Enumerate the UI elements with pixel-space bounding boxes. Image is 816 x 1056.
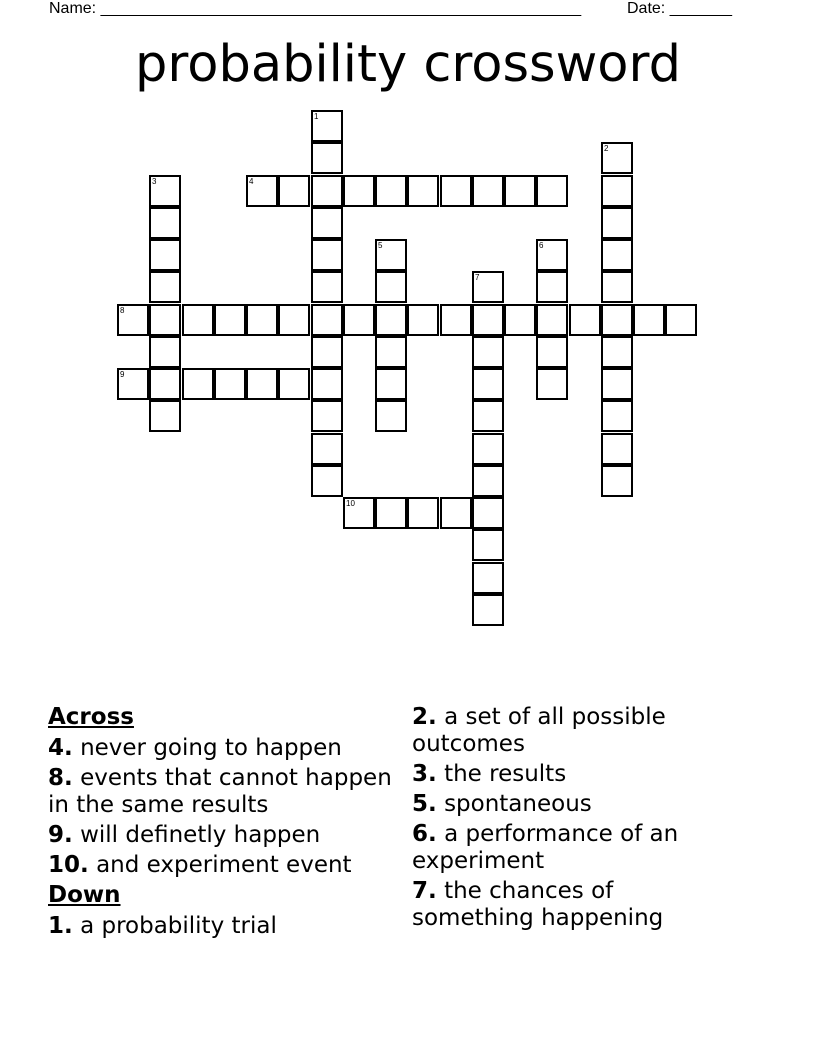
- grid-cell[interactable]: [440, 497, 472, 529]
- grid-cell[interactable]: [343, 304, 375, 336]
- grid-cell[interactable]: [278, 175, 310, 207]
- clue-number: 3.: [412, 761, 437, 787]
- grid-cell[interactable]: [149, 304, 181, 336]
- clue-number: 9.: [48, 822, 73, 848]
- clue-number: 1.: [48, 913, 73, 939]
- grid-cell[interactable]: [601, 207, 633, 239]
- clue-text: events that cannot happen in the same results: [48, 765, 392, 818]
- grid-cell[interactable]: [182, 368, 214, 400]
- grid-cell[interactable]: [472, 529, 504, 561]
- cell-number: 7: [475, 273, 480, 282]
- grid-cell[interactable]: [343, 175, 375, 207]
- clue-down-5: [412, 791, 712, 818]
- clue-text: a performance of an experiment: [412, 821, 679, 874]
- clue-number: 7.: [412, 878, 437, 904]
- grid-cell[interactable]: [601, 142, 633, 174]
- clue-number: 10.: [48, 852, 89, 878]
- cell-number: 10: [346, 499, 355, 508]
- grid-cell[interactable]: [536, 368, 568, 400]
- grid-cell[interactable]: [311, 142, 343, 174]
- cell-number: 5: [378, 241, 383, 250]
- cell-number: 1: [314, 112, 319, 121]
- grid-cell[interactable]: [601, 175, 633, 207]
- grid-cell[interactable]: [375, 271, 407, 303]
- grid-cell[interactable]: [343, 497, 375, 529]
- grid-cell[interactable]: [149, 175, 181, 207]
- grid-cell[interactable]: [633, 304, 665, 336]
- clue-down-3: [412, 761, 712, 788]
- clue-number: 2.: [412, 704, 437, 730]
- clue-text: and experiment event: [96, 852, 352, 878]
- grid-cell[interactable]: [149, 239, 181, 271]
- date-field[interactable]: Date: _______: [627, 0, 732, 17]
- clue-number: 4.: [48, 735, 73, 761]
- clue-down-1: [48, 913, 393, 940]
- grid-cell[interactable]: [407, 175, 439, 207]
- grid-cell[interactable]: [665, 304, 697, 336]
- grid-cell[interactable]: [569, 304, 601, 336]
- grid-cell[interactable]: [117, 304, 149, 336]
- cell-number: 8: [120, 306, 125, 315]
- clue-down-7: [412, 878, 712, 932]
- clue-number: 8.: [48, 765, 73, 791]
- clue-across-8: [48, 765, 393, 819]
- grid-cell[interactable]: [149, 336, 181, 368]
- clue-text: spontaneous: [444, 791, 592, 817]
- grid-cell[interactable]: [375, 336, 407, 368]
- grid-cell[interactable]: [311, 110, 343, 142]
- grid-cell[interactable]: [375, 368, 407, 400]
- grid-cell[interactable]: [278, 304, 310, 336]
- grid-cell[interactable]: [601, 368, 633, 400]
- grid-cell[interactable]: [375, 400, 407, 432]
- grid-cell[interactable]: [311, 400, 343, 432]
- grid-cell[interactable]: [601, 304, 633, 336]
- grid-cell[interactable]: [601, 271, 633, 303]
- grid-cell[interactable]: [117, 368, 149, 400]
- grid-cell[interactable]: [472, 497, 504, 529]
- grid-cell[interactable]: [601, 433, 633, 465]
- grid-cell[interactable]: [375, 175, 407, 207]
- grid-cell[interactable]: [246, 304, 278, 336]
- grid-cell[interactable]: [504, 175, 536, 207]
- across-heading: Across: [48, 704, 134, 730]
- down-heading: Down: [48, 882, 121, 908]
- grid-cell[interactable]: [536, 175, 568, 207]
- grid-cell[interactable]: [375, 304, 407, 336]
- grid-cell[interactable]: [601, 400, 633, 432]
- clue-text: never going to happen: [80, 735, 342, 761]
- grid-cell[interactable]: [375, 497, 407, 529]
- grid-cell[interactable]: [311, 368, 343, 400]
- grid-cell[interactable]: [311, 207, 343, 239]
- grid-cell[interactable]: [472, 175, 504, 207]
- grid-cell[interactable]: [182, 304, 214, 336]
- grid-cell[interactable]: [407, 304, 439, 336]
- name-field[interactable]: Name: ______________________________________________________: [49, 0, 582, 17]
- clues-left-column: [48, 704, 393, 943]
- grid-cell[interactable]: [536, 271, 568, 303]
- clues-right-column: [412, 704, 712, 935]
- grid-cell[interactable]: [311, 271, 343, 303]
- clue-down-6: [412, 821, 712, 875]
- cell-number: 6: [539, 241, 544, 250]
- grid-cell[interactable]: [311, 175, 343, 207]
- grid-cell[interactable]: [375, 239, 407, 271]
- cell-number: 3: [152, 177, 157, 186]
- clue-across-9: [48, 822, 393, 849]
- grid-cell[interactable]: [472, 336, 504, 368]
- grid-cell[interactable]: [278, 368, 310, 400]
- grid-cell[interactable]: [246, 175, 278, 207]
- clue-text: a probability trial: [80, 913, 277, 939]
- grid-cell[interactable]: [311, 239, 343, 271]
- cell-number: 4: [249, 177, 254, 186]
- clue-text: will definetly happen: [80, 822, 321, 848]
- clue-number: 5.: [412, 791, 437, 817]
- grid-cell[interactable]: [536, 336, 568, 368]
- grid-cell[interactable]: [601, 465, 633, 497]
- cell-number: 9: [120, 370, 125, 379]
- clue-down-2: [412, 704, 712, 758]
- grid-cell[interactable]: [149, 271, 181, 303]
- grid-cell[interactable]: [472, 400, 504, 432]
- grid-cell[interactable]: [311, 304, 343, 336]
- clue-text: the results: [444, 761, 567, 787]
- grid-cell[interactable]: [536, 239, 568, 271]
- cell-number: 2: [604, 144, 609, 153]
- clue-across-4: [48, 735, 393, 762]
- grid-cell[interactable]: [311, 465, 343, 497]
- grid-cell[interactable]: [472, 304, 504, 336]
- grid-cell[interactable]: [149, 207, 181, 239]
- grid-cell[interactable]: [472, 433, 504, 465]
- grid-cell[interactable]: [472, 368, 504, 400]
- clue-text: a set of all possible outcomes: [412, 704, 666, 757]
- grid-cell[interactable]: [407, 497, 439, 529]
- grid-cell[interactable]: [246, 368, 278, 400]
- grid-cell[interactable]: [472, 271, 504, 303]
- grid-cell[interactable]: [472, 465, 504, 497]
- clue-number: 6.: [412, 821, 437, 847]
- grid-cell[interactable]: [472, 594, 504, 626]
- grid-cell[interactable]: [504, 304, 536, 336]
- grid-cell[interactable]: [214, 368, 246, 400]
- grid-cell[interactable]: [601, 336, 633, 368]
- grid-cell[interactable]: [440, 304, 472, 336]
- grid-cell[interactable]: [149, 400, 181, 432]
- grid-cell[interactable]: [149, 368, 181, 400]
- grid-cell[interactable]: [440, 175, 472, 207]
- grid-cell[interactable]: [601, 239, 633, 271]
- clue-text: the chances of something happening: [412, 878, 664, 931]
- grid-cell[interactable]: [214, 304, 246, 336]
- grid-cell[interactable]: [536, 304, 568, 336]
- clue-across-10: [48, 852, 393, 879]
- page-title: probability crossword: [135, 35, 681, 94]
- grid-cell[interactable]: [311, 336, 343, 368]
- grid-cell[interactable]: [472, 562, 504, 594]
- grid-cell[interactable]: [311, 433, 343, 465]
